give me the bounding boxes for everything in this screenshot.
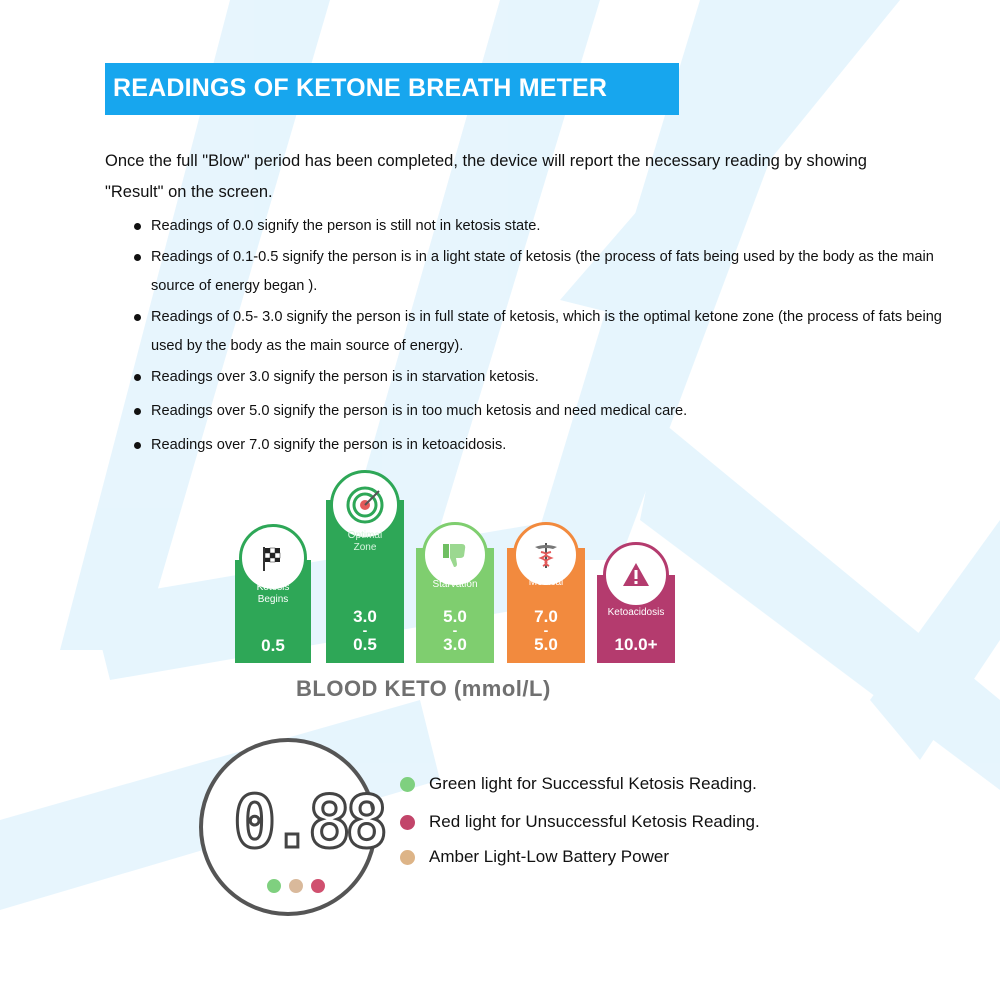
breath-meter-display: [199, 738, 383, 916]
zone-label: Optimal: [347, 530, 383, 541]
list-item: Readings over 3.0 signify the person is in starvation ketosis.: [134, 363, 944, 392]
target-icon: [345, 485, 385, 525]
legend-text: Green light for Successful Ketosis Reading.: [429, 774, 757, 793]
legend-text: Red light for Unsuccessful Ketosis Reading.: [429, 812, 760, 831]
blood-keto-unit: (mmol/L): [453, 676, 551, 701]
zone-value-top: 5.0: [443, 607, 467, 626]
red-dot-icon: [400, 815, 415, 830]
list-item: Readings of 0.5- 3.0 signify the person is in full state of ketosis, which is the optimal ketone zone (the process of fats being used by the body as the main source of energy).: [134, 303, 944, 361]
zone-bar-ketoacidosis: [597, 575, 675, 663]
blood-keto-label: BLOOD KETO: [296, 676, 448, 701]
meter-amber-light: [289, 879, 303, 893]
meter-reading: 0.88: [233, 780, 383, 864]
zone-value: 0.5: [261, 636, 285, 655]
caduceus-icon: [531, 540, 561, 570]
zone-label: Begins: [257, 594, 289, 605]
amber-dot-icon: [400, 850, 415, 865]
zone-label: Starvation: [432, 579, 478, 590]
zone-value-top: 3.0: [353, 607, 377, 626]
zone-bar-optimal-zone: [326, 500, 404, 663]
zone-value-sep: -: [543, 622, 549, 638]
green-dot-icon: [400, 777, 415, 792]
legend-item: [400, 847, 760, 867]
list-item: Readings over 5.0 signify the person is in too much ketosis and need medical care.: [134, 397, 944, 426]
thumbs-down-icon: [440, 540, 470, 570]
zone-value-bottom: 0.5: [353, 635, 377, 654]
zone-value: 10.0+: [614, 635, 658, 654]
list-item: Readings of 0.1-0.5 signify the person is in a light state of ketosis (the process of fats being used by the body as the main source of energy began ).: [134, 243, 944, 301]
light-legend: [400, 774, 760, 867]
legend-item: [400, 812, 760, 832]
meter-red-light: [311, 879, 325, 893]
list-item: Readings of 0.0 signify the person is still not in ketosis state.: [134, 212, 944, 241]
zone-bar-starvation: [416, 548, 494, 663]
legend-item: [400, 774, 760, 794]
zone-value-top: 7.0: [534, 607, 558, 626]
zone-bar-ketosis-begins: [235, 560, 311, 663]
zone-label: Ketosis: [256, 582, 290, 593]
zone-label: Medical: [528, 577, 564, 588]
legend-text: Amber Light-Low Battery Power: [429, 847, 669, 866]
checkered-flag-icon: [258, 543, 288, 573]
blood-keto-title: [296, 676, 551, 702]
zone-value-bottom: 5.0: [534, 635, 558, 654]
zone-bar-medical: [507, 548, 585, 663]
zone-label: Ketoacidosis: [607, 607, 665, 618]
intro-paragraph: Once the full "Blow" period has been completed, the device will report the necessary reading by showing "Result" on the screen.: [105, 152, 867, 201]
list-item: Readings over 7.0 signify the person is in ketoacidosis.: [134, 431, 944, 460]
zone-value-sep: -: [362, 622, 368, 638]
meter-green-light: [267, 879, 281, 893]
zone-value-bottom: 3.0: [443, 635, 467, 654]
page-title: READINGS OF KETONE BREATH METER: [113, 74, 608, 102]
warning-icon: [621, 560, 651, 590]
zone-value-sep: -: [452, 622, 458, 638]
zone-icon-circle: [603, 542, 669, 608]
zone-label: Zone: [353, 542, 377, 553]
